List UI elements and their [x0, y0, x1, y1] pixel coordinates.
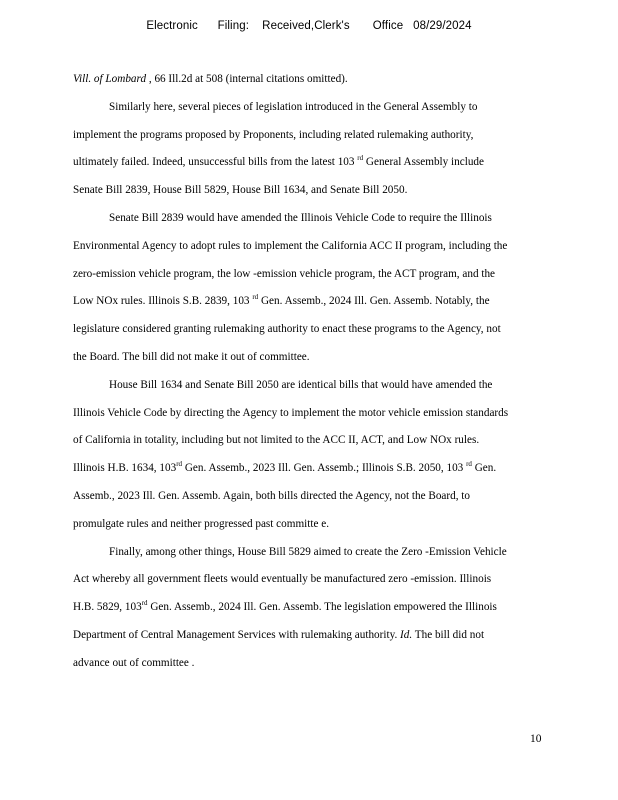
text-segment: Department of Central Management Services with rulemaking authority. — [73, 628, 401, 641]
text-line: the Board. The bill did not make it out of committee. — [73, 350, 310, 363]
text-line: Illinois Vehicle Code by directing the Agency to implement the motor vehicle emission standards — [73, 406, 509, 419]
text-line — [73, 455, 543, 483]
text-segment: Gen. Assemb., 2024 Ill. Gen. Assemb. The legislation empowered the Illinois — [147, 601, 497, 614]
text-line — [73, 622, 543, 650]
text-line: Similarly here, several pieces of legislation introduced in the General Assembly to — [109, 100, 478, 113]
paragraph-citation — [73, 66, 543, 94]
text-line: Act whereby all government fleets would eventually be manufactured zero -emission. Illinois — [73, 573, 492, 586]
text-line — [73, 66, 543, 94]
text-line — [73, 288, 543, 316]
text-line — [73, 149, 543, 177]
text-line: Environmental Agency to adopt rules to implement the California ACC II program, including the — [73, 239, 508, 252]
text-line: legislature considered granting rulemaking authority to enact these programs to the Agency, not — [73, 323, 501, 336]
paragraph-house-bill-1634 — [73, 372, 543, 539]
text-line — [73, 594, 543, 622]
text-segment: Low NOx rules. Illinois S.B. 2839, 103 — [73, 295, 253, 308]
case-name-italic: Vill. of Lombard — [73, 73, 147, 85]
text-line: implement the programs proposed by Proponents, including related rulemaking authority, — [73, 128, 474, 141]
id-citation-italic: Id. — [400, 628, 413, 641]
ordinal-superscript: rd — [466, 460, 472, 469]
text-line: Assemb., 2023 Ill. Gen. Assemb. Again, both bills directed the Agency, not the Board, to — [73, 489, 470, 502]
text-line: advance out of committee . — [73, 656, 195, 669]
document-body — [73, 66, 543, 678]
text-line: House Bill 1634 and Senate Bill 2050 are identical bills that would have amended the — [109, 378, 493, 391]
ordinal-superscript: rd — [357, 154, 364, 163]
text-segment: H.B. 5829, 103 — [73, 601, 142, 614]
text-segment: , 66 Ill.2d at 508 (internal citations omitted). — [146, 73, 348, 85]
text-segment: General Assembly include — [363, 156, 484, 169]
ordinal-superscript: rd — [141, 599, 148, 608]
paragraph-house-bill-5829 — [73, 539, 543, 678]
text-line: Finally, among other things, House Bill 5829 aimed to create the Zero -Emission Vehicle — [109, 545, 507, 558]
paragraph-legislation-intro — [73, 94, 543, 205]
text-segment: Gen. Assemb., 2024 Ill. Gen. Assemb. Notably, the — [258, 295, 490, 308]
text-segment: The bill did not — [412, 628, 485, 641]
text-segment: Gen. Assemb., 2023 Ill. Gen. Assemb.; Illinois S.B. 2050, 103 — [182, 462, 467, 475]
text-line: of California in totality, including but not limited to the ACC II, ACT, and Low NOx rules. — [73, 434, 480, 447]
text-segment: Illinois H.B. 1634, 103 — [73, 462, 177, 475]
ordinal-superscript: rd — [252, 293, 259, 302]
text-line: Senate Bill 2839 would have amended the Illinois Vehicle Code to require the Illinois — [109, 211, 492, 224]
text-line: Senate Bill 2839, House Bill 5829, House Bill 1634, and Senate Bill 2050. — [73, 184, 408, 197]
page-number: 10 — [530, 733, 542, 745]
text-segment: ultimately failed. Indeed, unsuccessful bills from the latest 103 — [73, 156, 358, 169]
text-line: zero-emission vehicle program, the low -emission vehicle program, the ACT program, and the — [73, 267, 496, 280]
text-line: promulgate rules and neither progressed past committe e. — [73, 517, 329, 530]
ordinal-superscript: rd — [176, 460, 183, 469]
filing-stamp-header: Electronic Filing: Received,Clerk's Office 08/29/2024 — [146, 20, 472, 32]
paragraph-senate-bill-2839 — [73, 205, 543, 372]
text-segment: Gen. — [471, 462, 497, 475]
